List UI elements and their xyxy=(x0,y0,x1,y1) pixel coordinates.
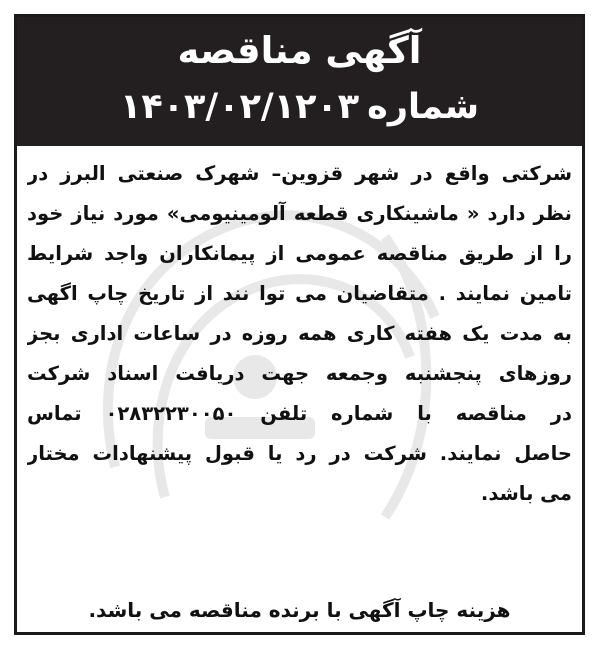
notice-title: آگهی مناقصه xyxy=(177,29,422,72)
tender-notice xyxy=(14,14,585,635)
body-line-6: روزهای پنجشنبه وجمعه جهت دریافت اسناد شرکت xyxy=(27,362,572,385)
body-line-8: حاصل نمایند. شرکت در رد یا قبول پیشنهادات مختار xyxy=(27,442,572,465)
body-line-2-prefix: نظر دارد « xyxy=(466,202,572,225)
body-line-2-suffix: مورد نیاز خود xyxy=(27,202,159,225)
project-title: ماشینکاری قطعه آلومینیومی xyxy=(179,202,459,225)
body-line-1: شرکتی واقع در شهر قزوین– شهرک صنعتی البرز در xyxy=(27,162,572,185)
notice-number-label: شماره xyxy=(367,87,480,127)
body-line-9: می باشد. xyxy=(480,482,572,505)
notice-body xyxy=(27,154,572,514)
notice-number xyxy=(17,83,582,131)
notice-number-value: ۱۴۰۳/۰۲/۱۲۰۳ xyxy=(119,87,360,127)
body-line-7: در مناقصه با شماره تلفن ۰۲۸۳۲۲۳۰۰۵۰ تماس xyxy=(27,402,572,425)
body-line-2-close: » xyxy=(166,202,180,225)
body-line-4: تامین نمایند . متقاضیان می توا نند از تاریخ چاپ اگهی xyxy=(27,282,572,305)
body-line-2 xyxy=(27,194,572,234)
body-line-3: را از طریق مناقصه عمومی از پیمانکاران واجد شرایط xyxy=(27,242,572,265)
body-line-5: به مدت یک هفته کاری همه روزه در ساعات اداری بجز xyxy=(27,322,572,345)
notice-footer: هزینه چاپ آگهی با برنده مناقصه می باشد. xyxy=(88,598,511,622)
notice-header xyxy=(17,17,582,146)
